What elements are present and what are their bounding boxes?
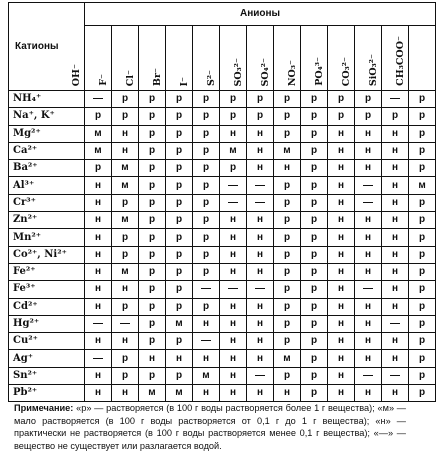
solubility-cell: н: [193, 315, 220, 332]
solubility-cell: р: [166, 333, 193, 350]
table-row: [9, 229, 436, 246]
solubility-cell: н: [112, 125, 139, 142]
solubility-cell: н: [328, 385, 355, 402]
solubility-cell: р: [274, 91, 301, 108]
solubility-cell: —: [247, 367, 274, 384]
anion-label: SiO₃²⁻: [368, 53, 379, 86]
solubility-cell: р: [166, 160, 193, 177]
anion-label: S²⁻: [206, 69, 217, 86]
solubility-cell: н: [355, 350, 382, 367]
solubility-cell: н: [355, 142, 382, 159]
solubility-cell: н: [85, 333, 112, 350]
solubility-cell: н: [328, 142, 355, 159]
solubility-cell: —: [355, 367, 382, 384]
solubility-cell: р: [301, 142, 328, 159]
solubility-cell: н: [328, 125, 355, 142]
solubility-cell: р: [409, 263, 436, 280]
solubility-cell: н: [355, 385, 382, 402]
solubility-cell: м: [112, 177, 139, 194]
anion-label: SO₃²⁻: [233, 57, 244, 86]
solubility-cell: н: [112, 385, 139, 402]
table-row: [9, 315, 436, 332]
solubility-cell: —: [85, 350, 112, 367]
solubility-cell: р: [274, 367, 301, 384]
anion-label: OH⁻: [71, 63, 82, 86]
solubility-cell: м: [166, 385, 193, 402]
solubility-cell: н: [328, 194, 355, 211]
cation-cell: Sn²⁺: [9, 367, 85, 384]
solubility-cell: р: [193, 246, 220, 263]
solubility-cell: н: [355, 160, 382, 177]
solubility-cell: р: [139, 142, 166, 159]
solubility-cell: р: [166, 91, 193, 108]
solubility-cell: р: [409, 194, 436, 211]
cation-cell: NH₄⁺: [9, 91, 85, 108]
solubility-cell: н: [139, 350, 166, 367]
solubility-cell: р: [274, 194, 301, 211]
solubility-cell: р: [409, 125, 436, 142]
solubility-cell: р: [139, 91, 166, 108]
solubility-cell: н: [247, 212, 274, 229]
solubility-cell: р: [274, 229, 301, 246]
solubility-cell: н: [355, 333, 382, 350]
cation-cell: Cu²⁺: [9, 333, 85, 350]
solubility-cell: р: [193, 229, 220, 246]
cations-header: Катионы: [9, 3, 85, 91]
solubility-cell: —: [193, 281, 220, 298]
solubility-cell: р: [409, 385, 436, 402]
solubility-cell: р: [301, 194, 328, 211]
cation-cell: Ba²⁺: [9, 160, 85, 177]
solubility-cell: р: [301, 108, 328, 125]
solubility-cell: —: [220, 177, 247, 194]
solubility-cell: р: [193, 263, 220, 280]
solubility-cell: р: [112, 229, 139, 246]
solubility-cell: н: [274, 160, 301, 177]
solubility-cell: р: [301, 333, 328, 350]
table-row: [9, 125, 436, 142]
solubility-cell: р: [139, 125, 166, 142]
solubility-cell: р: [274, 298, 301, 315]
solubility-cell: р: [139, 281, 166, 298]
anion-label: F⁻: [98, 74, 109, 86]
solubility-cell: р: [85, 160, 112, 177]
solubility-cell: н: [247, 298, 274, 315]
table-row: [9, 263, 436, 280]
solubility-cell: р: [409, 246, 436, 263]
solubility-cell: н: [382, 160, 409, 177]
solubility-cell: р: [274, 246, 301, 263]
table-row: [9, 142, 436, 159]
table-row: [9, 350, 436, 367]
solubility-cell: н: [112, 281, 139, 298]
solubility-cell: р: [166, 367, 193, 384]
solubility-cell: н: [382, 333, 409, 350]
solubility-cell: н: [85, 177, 112, 194]
solubility-cell: н: [328, 367, 355, 384]
solubility-cell: р: [139, 160, 166, 177]
solubility-cell: р: [220, 108, 247, 125]
solubility-cell: р: [301, 177, 328, 194]
anion-label: I⁻: [179, 76, 190, 86]
solubility-cell: р: [301, 91, 328, 108]
solubility-cell: р: [409, 281, 436, 298]
solubility-cell: н: [328, 160, 355, 177]
solubility-cell: р: [274, 125, 301, 142]
solubility-cell: р: [355, 91, 382, 108]
solubility-cell: н: [382, 125, 409, 142]
solubility-cell: м: [409, 177, 436, 194]
solubility-cell: м: [85, 125, 112, 142]
table-row: [9, 281, 436, 298]
solubility-cell: р: [220, 160, 247, 177]
cation-cell: Mn²⁺: [9, 229, 85, 246]
solubility-cell: н: [247, 385, 274, 402]
table-row: [9, 212, 436, 229]
footnote-text: «р» — растворяется (в 100 г воды растворяется более 1 г вещества); «м» — мало растворяется (в 100 г воды растворяется от 0,1 г до 1 г вещества); «н» — практически не растворяется (в 100 г воды растворяется менее 0,1 г вещества); «—» — вещество не существует или разлагается водой.: [14, 403, 406, 451]
solubility-cell: р: [166, 229, 193, 246]
solubility-cell: м: [85, 142, 112, 159]
anion-label: Cl⁻: [125, 69, 136, 86]
solubility-cell: м: [193, 367, 220, 384]
solubility-cell: н: [328, 350, 355, 367]
solubility-cell: н: [328, 298, 355, 315]
solubility-cell: н: [247, 350, 274, 367]
solubility-cell: м: [112, 160, 139, 177]
solubility-cell: н: [355, 315, 382, 332]
solubility-cell: м: [112, 263, 139, 280]
solubility-cell: н: [382, 212, 409, 229]
solubility-cell: р: [409, 142, 436, 159]
solubility-cell: н: [247, 160, 274, 177]
solubility-cell: н: [220, 263, 247, 280]
solubility-cell: н: [85, 385, 112, 402]
solubility-cell: р: [409, 333, 436, 350]
solubility-cell: н: [85, 298, 112, 315]
solubility-cell: р: [139, 298, 166, 315]
solubility-cell: р: [409, 367, 436, 384]
solubility-cell: —: [220, 281, 247, 298]
solubility-cell: н: [382, 350, 409, 367]
solubility-cell: р: [112, 298, 139, 315]
solubility-cell: р: [139, 367, 166, 384]
solubility-cell: —: [112, 315, 139, 332]
footnote: [14, 402, 406, 452]
cation-cell: Zn²⁺: [9, 212, 85, 229]
solubility-cell: р: [301, 212, 328, 229]
solubility-cell: р: [139, 229, 166, 246]
solubility-cell: р: [274, 177, 301, 194]
cation-cell: Cd²⁺: [9, 298, 85, 315]
solubility-cell: р: [112, 246, 139, 263]
solubility-cell: м: [166, 315, 193, 332]
solubility-cell: н: [112, 333, 139, 350]
solubility-cell: н: [355, 212, 382, 229]
solubility-cell: н: [193, 350, 220, 367]
solubility-cell: н: [355, 246, 382, 263]
solubility-cell: н: [220, 246, 247, 263]
solubility-cell: р: [112, 194, 139, 211]
solubility-cell: р: [193, 108, 220, 125]
solubility-cell: н: [355, 125, 382, 142]
solubility-cell: р: [301, 315, 328, 332]
solubility-cell: н: [220, 229, 247, 246]
solubility-cell: р: [409, 108, 436, 125]
solubility-cell: н: [328, 315, 355, 332]
cation-cell: Al³⁺: [9, 177, 85, 194]
solubility-cell: н: [247, 125, 274, 142]
solubility-cell: р: [139, 315, 166, 332]
solubility-cell: р: [274, 212, 301, 229]
solubility-cell: р: [139, 108, 166, 125]
cation-cell: Ag⁺: [9, 350, 85, 367]
solubility-cell: р: [139, 263, 166, 280]
solubility-cell: н: [220, 367, 247, 384]
table-body: [9, 91, 436, 402]
solubility-cell: н: [220, 350, 247, 367]
solubility-cell: н: [274, 385, 301, 402]
anion-label: PO₄³⁻: [314, 57, 325, 86]
solubility-cell: н: [85, 212, 112, 229]
solubility-cell: р: [166, 142, 193, 159]
solubility-cell: р: [112, 91, 139, 108]
solubility-cell: н: [220, 315, 247, 332]
anion-label: CO₃²⁻: [341, 56, 352, 86]
solubility-cell: р: [328, 91, 355, 108]
footnote-label: Примечание:: [14, 403, 74, 413]
solubility-cell: н: [247, 229, 274, 246]
solubility-cell: н: [85, 246, 112, 263]
cation-cell: Cr³⁺: [9, 194, 85, 211]
anions-header: Анионы: [85, 3, 436, 26]
solubility-cell: р: [301, 350, 328, 367]
solubility-cell: р: [328, 108, 355, 125]
table-row: [9, 91, 436, 108]
solubility-cell: р: [301, 125, 328, 142]
solubility-cell: р: [409, 91, 436, 108]
solubility-cell: н: [328, 281, 355, 298]
solubility-cell: —: [382, 315, 409, 332]
solubility-cell: р: [274, 315, 301, 332]
table-row: [9, 160, 436, 177]
solubility-cell: р: [301, 263, 328, 280]
table-row: [9, 194, 436, 211]
solubility-cell: —: [247, 177, 274, 194]
solubility-cell: н: [247, 263, 274, 280]
solubility-cell: н: [328, 263, 355, 280]
solubility-cell: р: [166, 281, 193, 298]
solubility-cell: р: [355, 108, 382, 125]
solubility-cell: н: [355, 229, 382, 246]
solubility-cell: р: [139, 212, 166, 229]
solubility-cell: м: [220, 142, 247, 159]
solubility-cell: —: [85, 91, 112, 108]
cation-cell: Hg²⁺: [9, 315, 85, 332]
solubility-cell: н: [382, 246, 409, 263]
solubility-cell: р: [301, 385, 328, 402]
solubility-cell: н: [220, 385, 247, 402]
solubility-table: [8, 2, 436, 402]
solubility-cell: н: [382, 281, 409, 298]
solubility-cell: н: [355, 263, 382, 280]
solubility-cell: н: [247, 142, 274, 159]
solubility-cell: н: [220, 333, 247, 350]
solubility-cell: н: [247, 315, 274, 332]
solubility-cell: р: [301, 246, 328, 263]
solubility-cell: —: [220, 194, 247, 211]
solubility-cell: р: [193, 298, 220, 315]
solubility-cell: р: [139, 333, 166, 350]
solubility-cell: р: [409, 298, 436, 315]
solubility-cell: р: [139, 177, 166, 194]
anion-label: NO₃⁻: [287, 59, 298, 86]
solubility-cell: р: [112, 367, 139, 384]
solubility-cell: р: [409, 229, 436, 246]
solubility-cell: р: [409, 350, 436, 367]
solubility-cell: р: [166, 194, 193, 211]
solubility-cell: н: [328, 177, 355, 194]
table-row: [9, 367, 436, 384]
solubility-cell: р: [85, 108, 112, 125]
solubility-cell: н: [328, 333, 355, 350]
solubility-cell: р: [139, 246, 166, 263]
solubility-cell: р: [382, 108, 409, 125]
solubility-cell: м: [139, 385, 166, 402]
solubility-cell: н: [382, 177, 409, 194]
solubility-cell: —: [382, 367, 409, 384]
solubility-cell: р: [166, 246, 193, 263]
solubility-cell: н: [355, 298, 382, 315]
solubility-cell: р: [166, 298, 193, 315]
solubility-cell: р: [166, 125, 193, 142]
solubility-cell: р: [193, 91, 220, 108]
cation-cell: Ca²⁺: [9, 142, 85, 159]
solubility-cell: —: [355, 194, 382, 211]
solubility-cell: р: [409, 212, 436, 229]
solubility-cell: р: [301, 229, 328, 246]
table-row: [9, 385, 436, 402]
table-row: [9, 298, 436, 315]
solubility-cell: р: [247, 108, 274, 125]
solubility-cell: р: [193, 194, 220, 211]
solubility-cell: н: [85, 194, 112, 211]
solubility-cell: —: [247, 281, 274, 298]
table-row: [9, 333, 436, 350]
solubility-cell: н: [85, 281, 112, 298]
solubility-cell: н: [382, 194, 409, 211]
solubility-cell: р: [274, 263, 301, 280]
solubility-cell: м: [112, 212, 139, 229]
solubility-cell: р: [112, 108, 139, 125]
solubility-cell: —: [247, 194, 274, 211]
solubility-cell: н: [382, 385, 409, 402]
solubility-cell: н: [382, 229, 409, 246]
table-row: [9, 177, 436, 194]
cation-cell: Fe²⁺: [9, 263, 85, 280]
solubility-cell: р: [166, 108, 193, 125]
solubility-cell: н: [85, 263, 112, 280]
solubility-cell: р: [166, 263, 193, 280]
anion-label: SO₄²⁻: [260, 57, 271, 86]
solubility-cell: н: [328, 212, 355, 229]
solubility-cell: р: [193, 177, 220, 194]
solubility-cell: н: [247, 333, 274, 350]
solubility-cell: —: [382, 91, 409, 108]
cation-cell: Na⁺, K⁺: [9, 108, 85, 125]
solubility-cell: —: [85, 315, 112, 332]
solubility-cell: р: [193, 125, 220, 142]
solubility-cell: н: [382, 142, 409, 159]
solubility-cell: н: [382, 298, 409, 315]
solubility-cell: н: [193, 385, 220, 402]
solubility-cell: н: [328, 246, 355, 263]
solubility-cell: р: [112, 350, 139, 367]
solubility-cell: р: [274, 281, 301, 298]
solubility-cell: р: [409, 160, 436, 177]
solubility-cell: —: [355, 281, 382, 298]
table-row: [9, 108, 436, 125]
solubility-cell: н: [85, 367, 112, 384]
solubility-cell: н: [220, 298, 247, 315]
solubility-cell: н: [85, 229, 112, 246]
solubility-cell: р: [301, 160, 328, 177]
table-row: [9, 246, 436, 263]
anion-label: CH₃COO⁻: [394, 36, 406, 86]
solubility-cell: р: [409, 315, 436, 332]
cation-cell: Co²⁺, Ni²⁺: [9, 246, 85, 263]
solubility-cell: р: [139, 194, 166, 211]
anion-label: Br⁻: [152, 67, 163, 86]
cation-cell: Mg²⁺: [9, 125, 85, 142]
solubility-cell: н: [382, 263, 409, 280]
solubility-cell: —: [193, 333, 220, 350]
solubility-cell: м: [274, 350, 301, 367]
solubility-cell: р: [193, 160, 220, 177]
solubility-cell: н: [328, 229, 355, 246]
solubility-cell: р: [193, 142, 220, 159]
solubility-cell: н: [220, 212, 247, 229]
solubility-cell: н: [112, 142, 139, 159]
solubility-cell: р: [220, 91, 247, 108]
solubility-cell: р: [166, 212, 193, 229]
solubility-cell: р: [301, 298, 328, 315]
cation-cell: Fe³⁺: [9, 281, 85, 298]
solubility-cell: р: [193, 212, 220, 229]
solubility-cell: н: [166, 350, 193, 367]
solubility-cell: н: [220, 125, 247, 142]
solubility-cell: р: [301, 281, 328, 298]
solubility-cell: р: [301, 367, 328, 384]
anion-header-cell: [394, 26, 436, 91]
solubility-cell: р: [274, 333, 301, 350]
solubility-cell: м: [274, 142, 301, 159]
cation-cell: Pb²⁺: [9, 385, 85, 402]
solubility-cell: н: [247, 246, 274, 263]
solubility-cell: —: [355, 177, 382, 194]
solubility-cell: р: [166, 177, 193, 194]
solubility-cell: р: [247, 91, 274, 108]
solubility-cell: р: [274, 108, 301, 125]
